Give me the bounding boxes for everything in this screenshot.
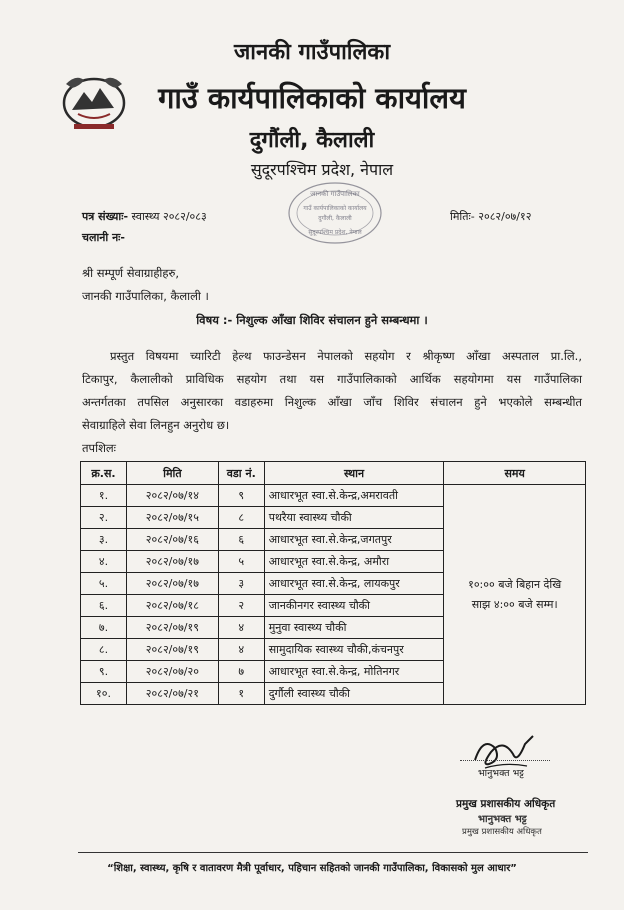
office-name: गाउँ कार्यपालिकाको कार्यालय (158, 81, 466, 115)
time-line-2: साझ ४:०० बजे सम्म। (471, 597, 558, 611)
cell-date: २०८२/०७/१४ (126, 485, 218, 507)
body-line-3: अन्तर्गतका तपसिल अनुसारका वडाहरुमा निशुल्क आँखा जाँच शिविर संचालन हुने भएकोले सम्बन्धीत (82, 395, 582, 409)
camp-schedule-table (80, 461, 586, 705)
cell-ward: ५ (218, 551, 264, 573)
cell-place: सामुदायिक स्वास्थ्य चौकी,कंचनपुर (264, 639, 444, 661)
letter-number-label: पत्र संख्याः- (82, 210, 129, 223)
cell-serial: ९. (81, 661, 127, 683)
dispatch-number (82, 230, 125, 245)
header-date: मिति (126, 462, 218, 485)
cell-date: २०८२/०७/१९ (126, 617, 218, 639)
seal-center-text-2: दुगौंली, कैलाली (318, 215, 352, 222)
header-time: समय (444, 462, 586, 485)
cell-date: २०८२/०७/१५ (126, 507, 218, 529)
footer-divider (78, 852, 588, 853)
table-header-row (81, 462, 586, 485)
cell-serial: ३. (81, 529, 127, 551)
letter-number (82, 209, 207, 224)
cell-serial: ८. (81, 639, 127, 661)
municipality-name: जानकी गाउँपालिका (233, 40, 391, 65)
cell-place: आधारभूत स्वा.से.केन्द्र,अमरावती (264, 485, 444, 507)
stamp-name: भानुभक्त भट्ट (478, 814, 527, 825)
letter-subject: विषय :- निशुल्क आँखा शिविर संचालन हुने सम्बन्धमा । (196, 313, 428, 327)
province-name: सुदूरपश्चिम प्रदेश, नेपाल (250, 160, 394, 179)
body-line-2: टिकापुर, कैलालीको प्राविधिक सहयोग तथा यस गाउँपालिकाको आर्थिक सहयोगमा यस गाउँपालिका (82, 372, 582, 386)
table-row (81, 485, 586, 507)
cell-serial: ६. (81, 595, 127, 617)
cell-date: २०८२/०७/१९ (126, 639, 218, 661)
cell-serial: १०. (81, 683, 127, 705)
cell-date: २०८२/०७/१८ (126, 595, 218, 617)
time-line-1: १०:०० बजे बिहान देखि (468, 577, 562, 591)
recipient-line-2: जानकी गाउँपालिका, कैलाली । (82, 289, 209, 303)
letter-date (450, 209, 531, 224)
cell-place: आधारभूत स्वा.से.केन्द्र, लायकपुर (264, 573, 444, 595)
seal-ring-text: जानकी गाउँपालिका (310, 190, 360, 198)
cell-date: २०८२/०७/२० (126, 661, 218, 683)
cell-date: २०८२/०७/१६ (126, 529, 218, 551)
header-serial: क्र.स. (81, 462, 127, 485)
body-line-4: सेवाग्राहिले सेवा लिनहुन अनुरोध छ। (82, 418, 230, 432)
header-ward: वडा नं. (218, 462, 264, 485)
cell-ward: ३ (218, 573, 264, 595)
cell-date: २०८२/०७/१७ (126, 573, 218, 595)
cell-place: जानकीनगर स्वास्थ्य चौकी (264, 595, 444, 617)
cell-serial: ४. (81, 551, 127, 573)
cell-place: पथरैया स्वास्थ्य चौकी (264, 507, 444, 529)
signature-line (460, 760, 550, 761)
cell-serial: १. (81, 485, 127, 507)
signatory-name: भानुभक्त भट्ट (478, 768, 524, 779)
seal-center-text-1: गाउँ कार्यपालिकाको कार्यालय (303, 205, 367, 212)
office-location: दुगौंली, कैलाली (249, 128, 375, 153)
cell-place: आधारभूत स्वा.से.केन्द्र,जगतपुर (264, 529, 444, 551)
stamp-title: प्रमुख प्रशासकीय अधिकृत (462, 827, 542, 837)
body-line-1: प्रस्तुत विषयमा च्यारिटी हेल्थ फाउन्डेसन नेपालको सहयोग र श्रीकृष्ण आँखा अस्पताल प्रा.लि., (110, 349, 582, 363)
letter-date-value: २०८२/०७/१२ (478, 210, 532, 223)
cell-date: २०८२/०७/२१ (126, 683, 218, 705)
seal-bottom-text: सुदूरपश्चिम प्रदेश, नेपाल (308, 229, 362, 236)
cell-ward: ६ (218, 529, 264, 551)
signatory-title: प्रमुख प्रशासकीय अधिकृत (456, 798, 556, 810)
cell-place: आधारभूत स्वा.से.केन्द्र, अमौरा (264, 551, 444, 573)
footer-slogan: “शिक्षा, स्वास्थ्य, कृषि र वातावरण मैत्री पूर्वाधार, पहिचान सहितको जानकी गाउँपालिका, विकासको मुल आधार” (107, 863, 517, 874)
tapsil-label: तपशिलः (82, 441, 117, 455)
cell-time (444, 485, 586, 705)
header-place: स्थान (264, 462, 444, 485)
letter-number-value: स्वास्थ्य २०८२/०८३ (131, 210, 207, 223)
cell-ward: ४ (218, 617, 264, 639)
cell-place: मुनुवा स्वास्थ्य चौकी (264, 617, 444, 639)
office-seal-stamp (285, 180, 385, 246)
letter-date-label: मितिः- (450, 210, 475, 223)
cell-ward: ७ (218, 661, 264, 683)
cell-ward: ९ (218, 485, 264, 507)
cell-ward: ८ (218, 507, 264, 529)
recipient-line-1: श्री सम्पूर्ण सेवाग्राहीहरु, (82, 266, 180, 280)
cell-date: २०८२/०७/१७ (126, 551, 218, 573)
cell-ward: १ (218, 683, 264, 705)
cell-place: आधारभूत स्वा.से.केन्द्र, मोतिनगर (264, 661, 444, 683)
cell-serial: ५. (81, 573, 127, 595)
cell-place: दुर्गौली स्वास्थ्य चौकी (264, 683, 444, 705)
dispatch-number-label: चलानी नः- (82, 231, 125, 244)
cell-ward: २ (218, 595, 264, 617)
cell-serial: २. (81, 507, 127, 529)
cell-serial: ७. (81, 617, 127, 639)
cell-ward: ४ (218, 639, 264, 661)
